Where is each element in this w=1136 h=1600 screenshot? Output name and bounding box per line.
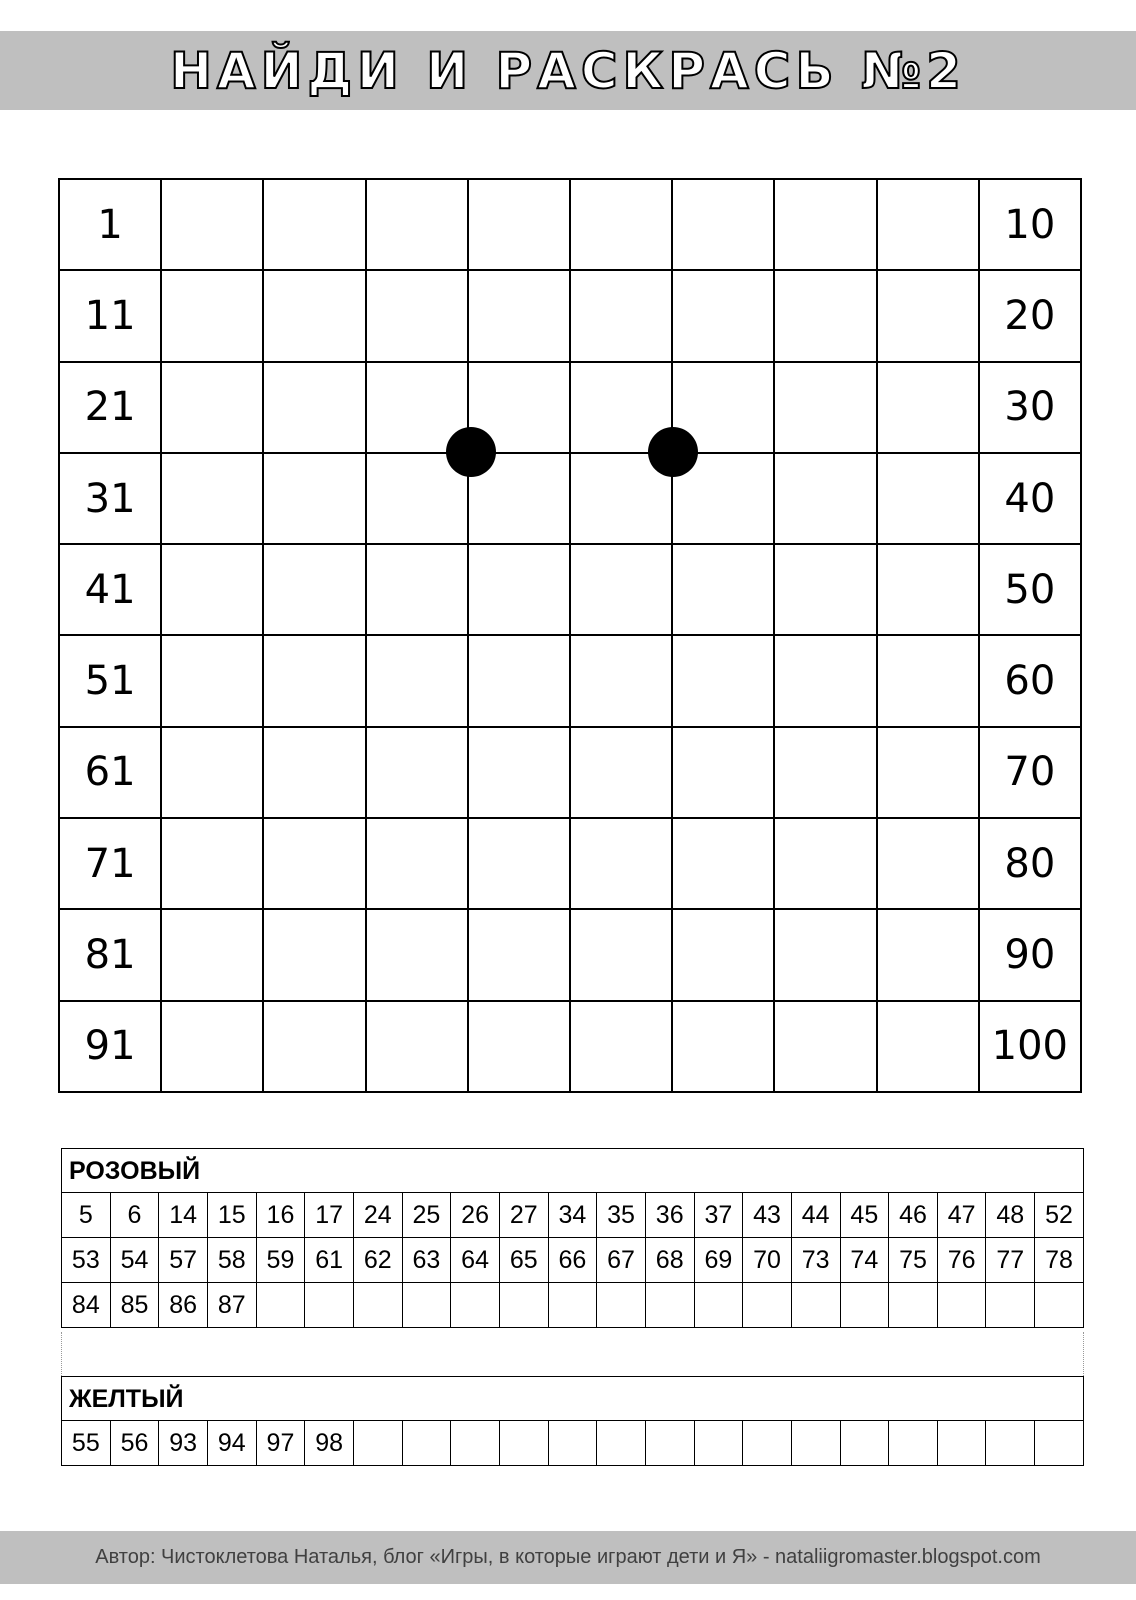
pink-number-cell [353,1283,402,1328]
pink-number-cell: 76 [937,1238,986,1283]
grid-cell [468,727,570,818]
pink-number-cell: 61 [305,1238,354,1283]
pink-number-cell [499,1283,548,1328]
pink-number-cell: 63 [402,1238,451,1283]
grid-cell [570,1001,672,1092]
grid-row [59,179,1081,270]
grid-cell [877,453,979,544]
number-grid-table [58,178,1082,1093]
grid-cell [161,909,263,1000]
grid-cell [468,635,570,726]
pink-number-cell: 52 [1035,1193,1084,1238]
pink-number-cell [256,1283,305,1328]
pink-number-cell [937,1283,986,1328]
grid-cell [672,1001,774,1092]
pink-number-cell: 69 [694,1238,743,1283]
yellow-number-cell: 94 [207,1421,256,1466]
pink-number-cell: 5 [62,1193,111,1238]
grid-cell [263,270,365,361]
footer-credit: Автор: Чистоклетова Наталья, блог «Игры, в которые играют дети и Я» - nataliigromaster.blogspot.com [95,1546,1041,1568]
pink-number-cell: 58 [207,1238,256,1283]
grid-cell [468,909,570,1000]
grid-cell [161,818,263,909]
grid-cell [774,818,876,909]
pink-number-cell: 34 [548,1193,597,1238]
pink-numbers-table [61,1192,1084,1328]
grid-cell [774,544,876,635]
yellow-number-cell [986,1421,1035,1466]
yellow-number-row [62,1421,1084,1466]
pink-number-cell [305,1283,354,1328]
grid-row [59,270,1081,361]
yellow-legend [61,1376,1084,1466]
pink-number-cell: 65 [499,1238,548,1283]
pink-number-cell: 37 [694,1193,743,1238]
grid-cell [570,179,672,270]
grid-cell [877,362,979,453]
eye-dot-right [648,427,698,477]
legend-separator [61,1332,1084,1376]
grid-cell [263,1001,365,1092]
pink-number-cell: 44 [791,1193,840,1238]
pink-number-cell: 57 [159,1238,208,1283]
pink-number-cell: 59 [256,1238,305,1283]
grid-cell [161,270,263,361]
yellow-legend-title: ЖЕЛТЫЙ [61,1376,1084,1420]
grid-cell [774,453,876,544]
grid-cell: 80 [979,818,1081,909]
yellow-number-cell: 97 [256,1421,305,1466]
eye-dot-left [446,427,496,477]
grid-cell [570,270,672,361]
grid-row [59,818,1081,909]
grid-cell [570,544,672,635]
pink-number-cell: 67 [597,1238,646,1283]
grid-row [59,635,1081,726]
grid-cell: 71 [59,818,161,909]
yellow-numbers-table [61,1420,1084,1466]
grid-cell: 41 [59,544,161,635]
grid-cell [877,635,979,726]
pink-number-cell: 85 [110,1283,159,1328]
pink-legend [61,1148,1084,1328]
yellow-number-cell [840,1421,889,1466]
pink-number-cell: 84 [62,1283,111,1328]
yellow-number-cell [353,1421,402,1466]
grid-cell [468,270,570,361]
yellow-number-cell [1035,1421,1084,1466]
grid-cell [468,179,570,270]
pink-number-cell [986,1283,1035,1328]
pink-number-cell: 15 [207,1193,256,1238]
grid-cell [161,727,263,818]
grid-cell: 51 [59,635,161,726]
pink-number-cell: 43 [743,1193,792,1238]
pink-number-cell: 70 [743,1238,792,1283]
pink-number-cell: 17 [305,1193,354,1238]
pink-number-cell: 54 [110,1238,159,1283]
grid-cell [774,362,876,453]
grid-cell [161,635,263,726]
yellow-number-cell [597,1421,646,1466]
grid-cell [570,909,672,1000]
yellow-number-cell [645,1421,694,1466]
yellow-number-cell [743,1421,792,1466]
grid-cell [672,544,774,635]
pink-number-cell [694,1283,743,1328]
grid-cell [263,818,365,909]
grid-cell [672,270,774,361]
grid-cell [161,362,263,453]
pink-number-cell [889,1283,938,1328]
pink-number-cell [451,1283,500,1328]
yellow-number-cell [451,1421,500,1466]
grid-cell [366,818,468,909]
yellow-number-cell [694,1421,743,1466]
grid-row [59,453,1081,544]
pink-number-cell [645,1283,694,1328]
grid-cell [570,635,672,726]
pink-number-cell: 24 [353,1193,402,1238]
pink-number-cell: 46 [889,1193,938,1238]
hundred-grid [58,178,1082,1093]
grid-row [59,362,1081,453]
grid-cell [263,179,365,270]
grid-cell [161,179,263,270]
grid-cell [672,727,774,818]
pink-number-cell [1035,1283,1084,1328]
pink-number-cell: 53 [62,1238,111,1283]
grid-cell: 91 [59,1001,161,1092]
grid-cell: 90 [979,909,1081,1000]
grid-row [59,544,1081,635]
grid-cell [366,544,468,635]
grid-cell [672,909,774,1000]
grid-cell [468,544,570,635]
grid-cell: 61 [59,727,161,818]
footer-bar [0,1531,1136,1584]
grid-row [59,909,1081,1000]
pink-number-cell [548,1283,597,1328]
grid-cell [672,818,774,909]
grid-cell [366,1001,468,1092]
grid-cell: 81 [59,909,161,1000]
grid-cell [468,1001,570,1092]
yellow-number-cell: 55 [62,1421,111,1466]
pink-number-row [62,1238,1084,1283]
yellow-number-cell [548,1421,597,1466]
grid-cell [877,270,979,361]
pink-number-cell [791,1283,840,1328]
grid-cell: 50 [979,544,1081,635]
pink-number-cell: 73 [791,1238,840,1283]
pink-number-row [62,1193,1084,1238]
pink-number-cell: 48 [986,1193,1035,1238]
page-title: НАЙДИ И РАСКРАСЬ №2 [170,41,966,100]
grid-cell [877,727,979,818]
grid-cell [877,179,979,270]
grid-cell [161,1001,263,1092]
grid-cell: 20 [979,270,1081,361]
pink-number-cell: 87 [207,1283,256,1328]
grid-row [59,727,1081,818]
pink-number-cell [743,1283,792,1328]
title-bar [0,31,1136,110]
pink-number-cell: 27 [499,1193,548,1238]
grid-cell: 1 [59,179,161,270]
pink-number-cell: 62 [353,1238,402,1283]
grid-cell [366,635,468,726]
grid-cell: 100 [979,1001,1081,1092]
grid-cell [263,544,365,635]
grid-cell [877,1001,979,1092]
pink-number-cell: 35 [597,1193,646,1238]
pink-number-cell: 66 [548,1238,597,1283]
grid-cell [570,727,672,818]
grid-cell [774,1001,876,1092]
grid-cell: 60 [979,635,1081,726]
grid-cell [774,909,876,1000]
yellow-number-cell [499,1421,548,1466]
grid-cell [877,818,979,909]
grid-cell [672,635,774,726]
grid-cell [774,179,876,270]
grid-cell [877,909,979,1000]
grid-cell: 70 [979,727,1081,818]
grid-cell [263,453,365,544]
grid-cell [263,909,365,1000]
grid-cell [570,818,672,909]
yellow-number-cell [937,1421,986,1466]
grid-cell [366,179,468,270]
grid-cell [774,635,876,726]
pink-number-cell: 16 [256,1193,305,1238]
pink-number-cell: 6 [110,1193,159,1238]
grid-cell [366,909,468,1000]
pink-number-cell: 14 [159,1193,208,1238]
pink-number-cell: 77 [986,1238,1035,1283]
grid-cell: 31 [59,453,161,544]
pink-number-cell [840,1283,889,1328]
pink-number-cell: 78 [1035,1238,1084,1283]
grid-cell [263,362,365,453]
grid-cell [263,727,365,818]
yellow-number-cell: 56 [110,1421,159,1466]
yellow-number-cell: 93 [159,1421,208,1466]
grid-cell: 21 [59,362,161,453]
grid-cell [366,270,468,361]
grid-cell: 10 [979,179,1081,270]
yellow-number-cell [791,1421,840,1466]
grid-cell: 40 [979,453,1081,544]
yellow-number-cell: 98 [305,1421,354,1466]
pink-number-cell: 74 [840,1238,889,1283]
grid-cell [672,179,774,270]
pink-number-cell: 45 [840,1193,889,1238]
pink-number-cell: 75 [889,1238,938,1283]
pink-legend-title: РОЗОВЫЙ [61,1148,1084,1192]
grid-cell [877,544,979,635]
grid-cell [263,635,365,726]
grid-cell [774,270,876,361]
yellow-number-cell [402,1421,451,1466]
pink-number-cell [402,1283,451,1328]
pink-number-cell: 86 [159,1283,208,1328]
pink-number-cell: 25 [402,1193,451,1238]
yellow-number-cell [889,1421,938,1466]
pink-number-cell: 36 [645,1193,694,1238]
pink-number-cell: 64 [451,1238,500,1283]
grid-cell: 11 [59,270,161,361]
grid-row [59,1001,1081,1092]
pink-number-cell: 47 [937,1193,986,1238]
grid-cell [161,453,263,544]
grid-cell [774,727,876,818]
grid-cell [468,818,570,909]
grid-cell [366,727,468,818]
pink-number-row [62,1283,1084,1328]
pink-number-cell: 26 [451,1193,500,1238]
pink-number-cell: 68 [645,1238,694,1283]
grid-cell: 30 [979,362,1081,453]
pink-number-cell [597,1283,646,1328]
grid-cell [161,544,263,635]
